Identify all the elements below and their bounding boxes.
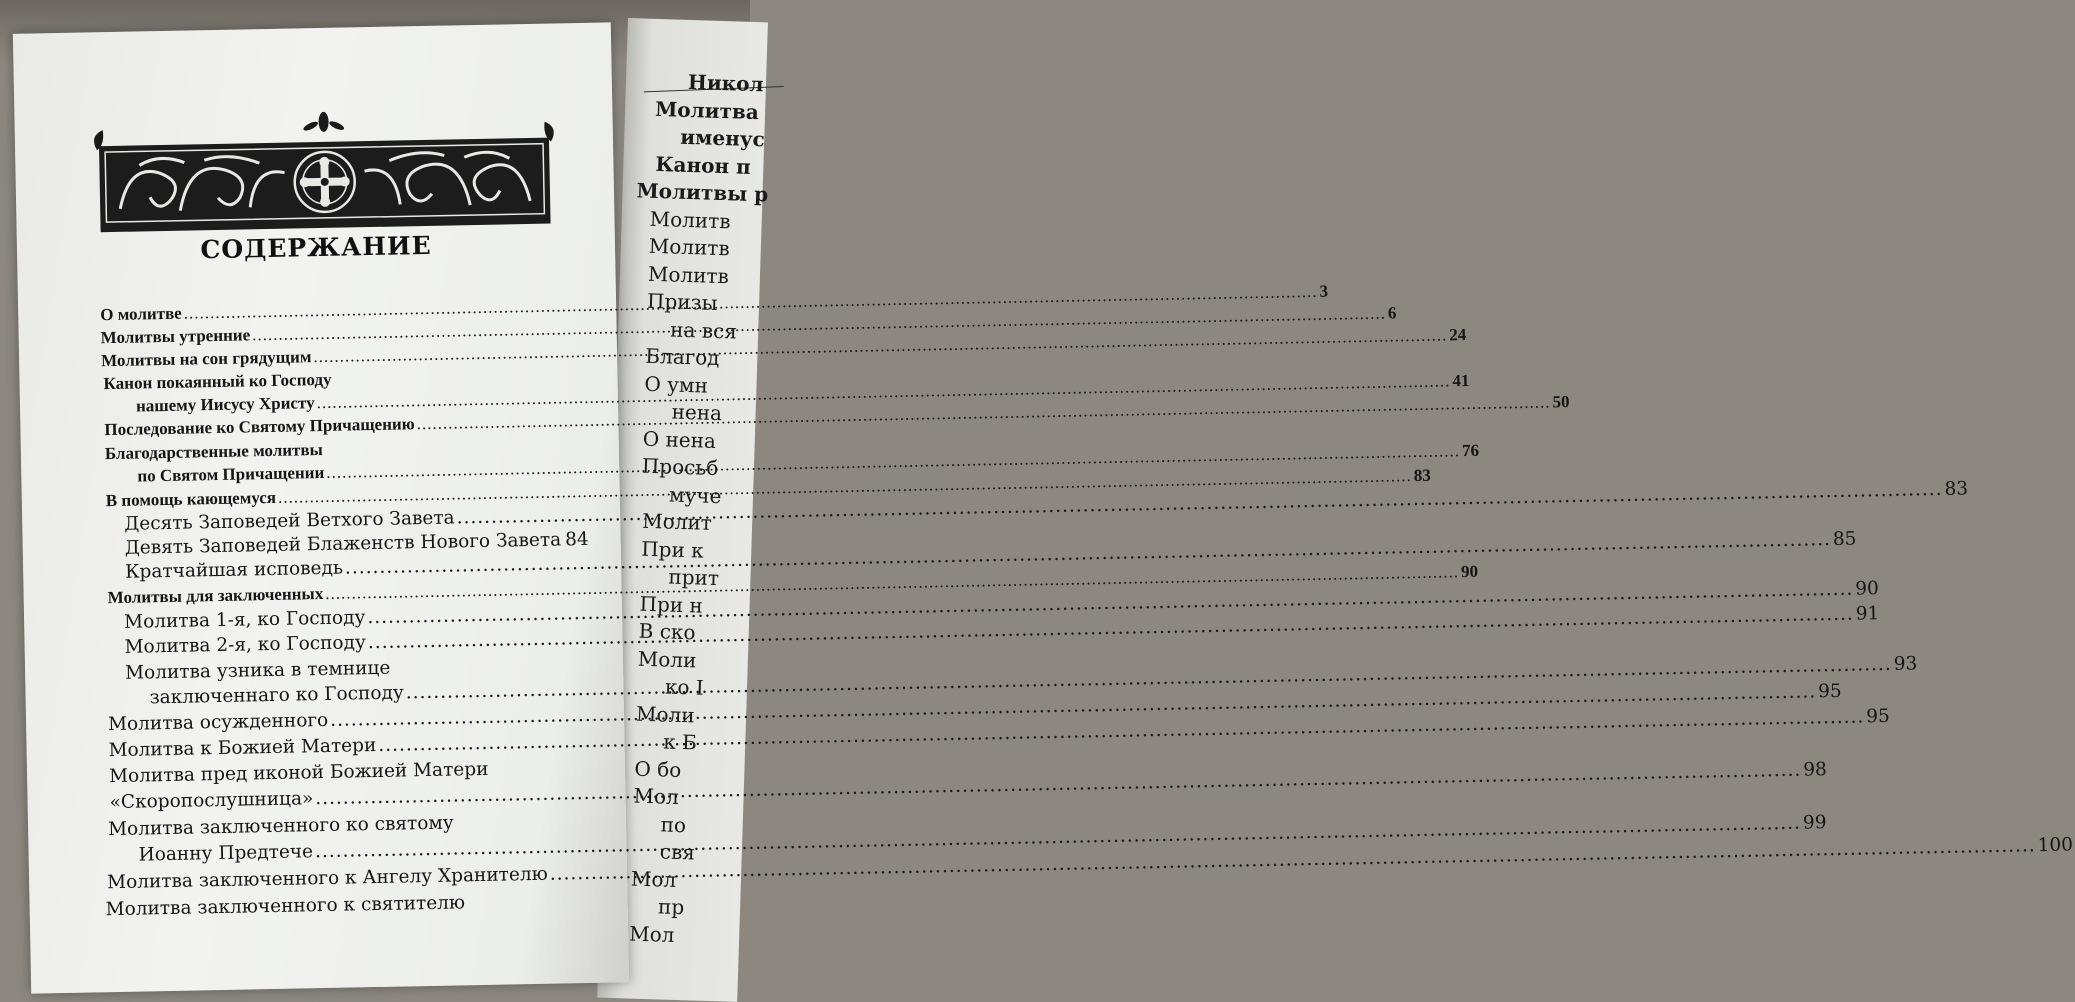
toc-entry-page: 98 [1803, 761, 1827, 780]
toc-entry-label-line1: Молитва заключенного ко святому [108, 815, 454, 840]
toc-entry-label: В помощь кающемуся [106, 489, 277, 509]
toc-entry-label: Десять Заповедей Ветхого Завета [124, 509, 455, 534]
toc-entry [124, 630, 592, 657]
toc-entry [138, 838, 596, 865]
toc-entry-page: 83 [1944, 480, 1968, 499]
toc-entry [108, 580, 592, 606]
toc-entry-page: 95 [1818, 683, 1842, 702]
toc-entry-label: Молитвы утренние [101, 326, 251, 346]
page-title: СОДЕРЖАНИЕ [17, 227, 615, 267]
toc-entry-page: 85 [1833, 531, 1857, 550]
toc-entry-page: 91 [1856, 605, 1880, 624]
right-page-line: При н [639, 594, 703, 616]
left-page [13, 22, 629, 993]
right-page-line: О бо [634, 759, 681, 780]
toc-entry [100, 297, 576, 323]
right-page-line: к Б [663, 731, 697, 752]
right-page-line: При к [641, 539, 704, 561]
right-page-line: О нена [642, 429, 716, 451]
right-page-line: Призы [647, 291, 718, 313]
toc-entry-page: 90 [1855, 580, 1879, 599]
toc-entry [109, 785, 595, 813]
toc-entry-label: Молитва осужденного [108, 712, 328, 735]
right-page-line: прит [668, 567, 719, 589]
toc-entry-page: 90 [1461, 563, 1478, 580]
toc-entry-label: Молитва 1-я, ко Господу [124, 609, 366, 632]
toc-entry-label-line1: Молитва узника в темнице [125, 660, 391, 684]
toc-entry-page: 41 [1452, 372, 1469, 389]
toc-leader [315, 762, 1801, 809]
right-page-line: Просьб [642, 456, 719, 478]
toc-entry [107, 865, 597, 893]
toc-entry-label: Кратчайшая исповедь [125, 560, 343, 583]
toc-entry-page: 3 [1319, 283, 1328, 300]
toc-entry [106, 483, 586, 509]
right-page-line: Мол [631, 869, 677, 890]
toc-entry [149, 681, 593, 708]
toc-entry-label: Девять Заповедей Блаженств Нового Завета [125, 531, 562, 558]
toc-entry-label-line1: Канон покаянный ко Господу [103, 371, 331, 392]
toc-entry-page: 24 [1449, 326, 1466, 343]
toc-entry [101, 343, 579, 369]
toc-entry-label: нашему Иисусу Христу [136, 394, 315, 414]
toc-entry-page: 99 [1803, 814, 1827, 833]
toc-entry-label-line1: Молитва пред иконой Божией Матери [109, 761, 489, 787]
toc-entry-label: по Святом Причащении [137, 464, 324, 485]
toc-entry-label: Молитва к Божией Матери [108, 737, 376, 761]
right-page-line: нена [671, 402, 722, 424]
right-page-line: пр [658, 896, 685, 917]
toc-entry-label: Последование ко Святому Причащению [104, 415, 415, 438]
right-page-line: Молит [642, 511, 712, 533]
toc-entry-page: 83 [1414, 467, 1431, 484]
toc-entry [137, 459, 585, 485]
toc-entry [108, 707, 594, 735]
toc-entry [136, 389, 582, 415]
toc-entry [108, 733, 594, 761]
toc-entry-page: 76 [1462, 442, 1479, 459]
toc-entry-label: Молитва 2-я, ко Господу [124, 634, 366, 657]
right-page-line: В ско [638, 621, 695, 643]
right-page-line: Мол [629, 923, 675, 944]
toc-entry-label: Молитвы на сон грядущим [101, 348, 312, 369]
toc-entry-page: 6 [1388, 304, 1397, 321]
right-page-line: Благод [645, 346, 720, 368]
right-page-line: Моли [636, 704, 695, 726]
toc-entry-label: Молитвы для заключенных [108, 585, 324, 606]
right-page-line: Моли [638, 649, 697, 671]
toc-entry-page: 84 [565, 531, 589, 550]
toc-entry-label-line1: Благодарственные молитвы [105, 441, 323, 462]
right-page-line: именус [680, 127, 765, 150]
toc-entry [101, 320, 577, 346]
table-of-contents [13, 22, 629, 993]
toc-entry-label: «Скоропослушница» [109, 790, 313, 812]
toc-entry-label: заключеннаго ко Господу [149, 684, 404, 707]
right-page-line: муче [669, 485, 722, 507]
right-page-line: по [660, 814, 686, 835]
right-page-line: ко I [665, 676, 704, 697]
toc-entry-page: 50 [1552, 393, 1569, 410]
right-page-line: Канон п [655, 154, 751, 177]
toc-entry-label: Иоанну Предтече [138, 843, 313, 865]
right-page-line: О умн [644, 374, 708, 396]
right-page-line: Молитв [648, 264, 729, 287]
right-page-line: Молитва [655, 99, 759, 122]
right-page-line: Мол [633, 786, 679, 807]
toc-entry [104, 412, 582, 438]
right-page-line: на вся [670, 319, 737, 341]
toc-entry-page: 95 [1866, 708, 1890, 727]
right-page-line: Молитвы р [636, 180, 768, 204]
toc-entry [125, 555, 591, 582]
toc-entry-page: 100 [2037, 836, 2073, 855]
toc-entry-page: 93 [1894, 655, 1918, 674]
toc-entry-label: О молитве [100, 305, 182, 324]
right-page-line: Никол [688, 72, 764, 94]
right-page-line: Молитв [649, 209, 730, 232]
toc-entry-label-line1: Молитва заключенного к святителю [106, 894, 466, 919]
right-page-line: свя [660, 841, 696, 862]
toc-entry-label: Молитва заключенного к Ангелу Хранителю [107, 866, 548, 893]
right-page-line: Молитв [649, 236, 730, 259]
